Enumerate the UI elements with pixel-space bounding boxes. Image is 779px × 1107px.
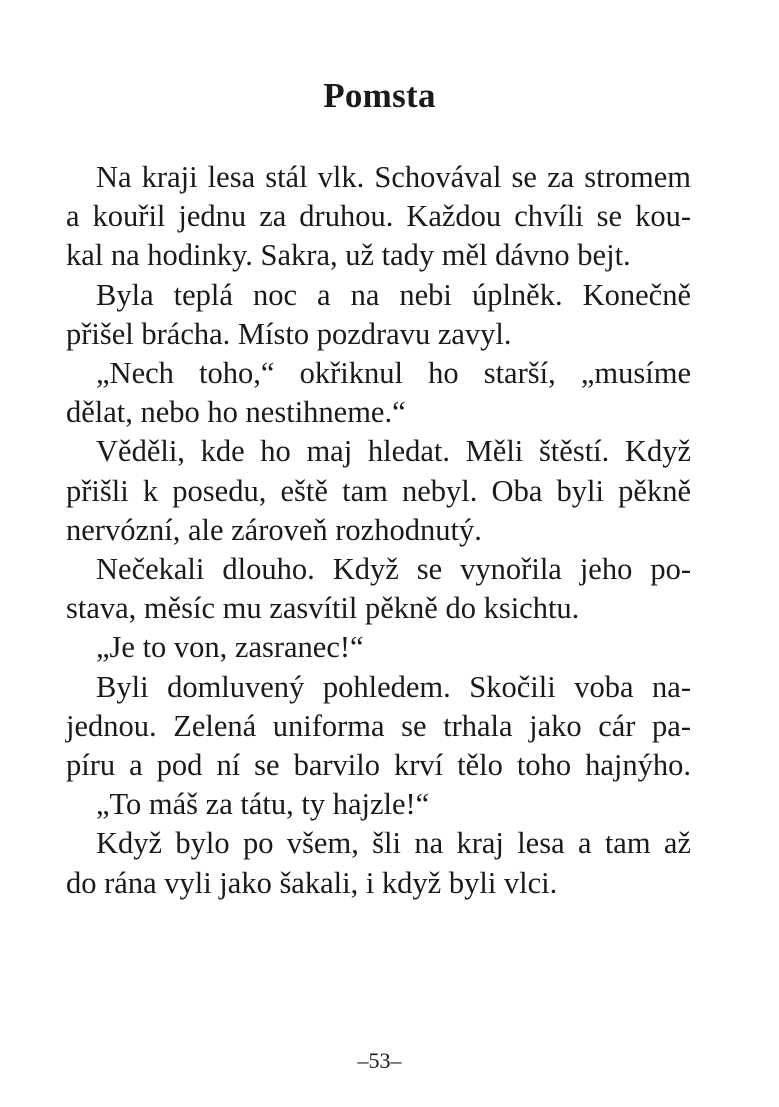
text-line: a kouřil jednu za druhou. Každou chvíli se kou- <box>66 199 691 234</box>
text-line: Na kraji lesa stál vlk. Schovával se za stromem <box>96 160 691 194</box>
text-line: Když bylo po všem, šli na kraj lesa a tam až <box>96 826 691 861</box>
text-line: Věděli, kde ho maj hledat. Měli štěstí. Když <box>96 434 691 469</box>
text-line: nervózní, ale zároveň rozhodnutý. <box>66 512 482 547</box>
text-line: píru a pod ní se barvilo krví tělo toho hajnýho. <box>66 748 691 783</box>
page-number: –53– <box>357 1048 402 1073</box>
text-line: do rána vyli jako šakali, i když byli vlci. <box>66 865 558 900</box>
text-line: „Je to von, zasranec!“ <box>96 630 364 665</box>
text-line: dělat, nebo ho nestihneme.“ <box>66 395 406 430</box>
text-line: Nečekali dlouho. Když se vynořila jeho po- <box>96 552 691 587</box>
text-line: Byli domluvený pohledem. Skočili voba na- <box>96 669 691 704</box>
text-line: kal na hodinky. Sakra, už tady měl dávno bejt. <box>66 238 631 273</box>
text-line: přišel brácha. Místo pozdravu zavyl. <box>66 316 512 351</box>
chapter-title: Pomsta <box>323 76 436 115</box>
text-line: jednou. Zelená uniforma se trhala jako cár pa- <box>66 708 691 743</box>
text-line: „Nech toho,“ okřiknul ho starší, „musíme <box>96 356 691 391</box>
text-line: „To máš za tátu, ty hajzle!“ <box>96 787 430 822</box>
text-line: přišli k posedu, eště tam nebyl. Oba byli pěkně <box>66 473 691 508</box>
text-line: Byla teplá noc a na nebi úplněk. Konečně <box>96 277 691 312</box>
text-line: stava, měsíc mu zasvítil pěkně do ksichtu. <box>66 591 580 626</box>
story-text <box>66 158 691 903</box>
